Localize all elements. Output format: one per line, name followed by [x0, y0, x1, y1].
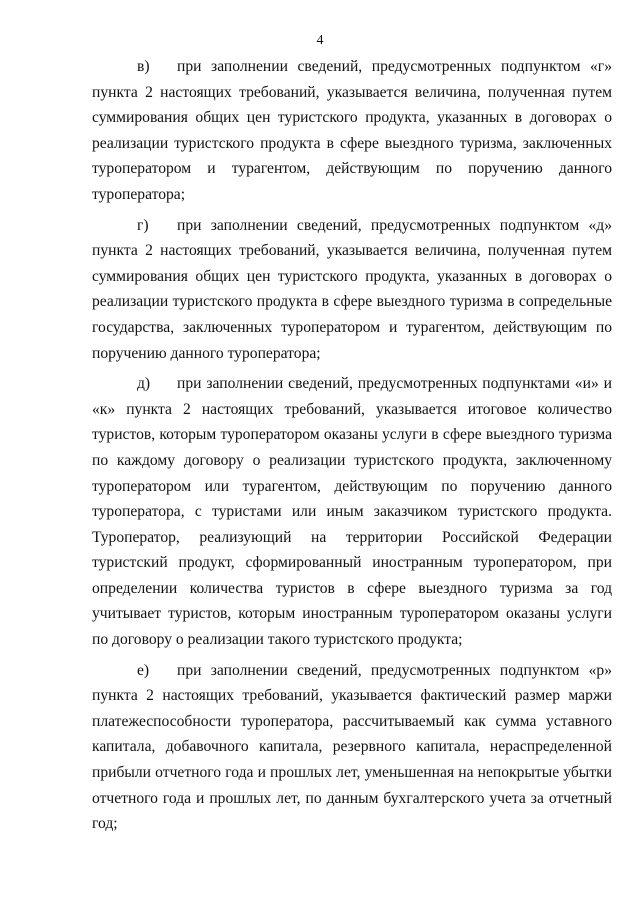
paragraph-v: [92, 54, 612, 208]
paragraph-text: при заполнении сведений, предусмотренных подпунктом «д» пункта 2 настоящих требований, указывается величина, полученная путем суммирования общих цен туристского продукта, указанных в договорах о реализации туристского продукта в сфере выездного туризма в сопредельные государства, заключенных туроператором и турагентом, действующим по поручению данного туроператора;: [92, 216, 612, 362]
paragraph-label: г): [137, 216, 149, 234]
paragraph-e: [92, 658, 612, 837]
document-body: [92, 54, 612, 842]
paragraph-g: [92, 213, 612, 367]
paragraph-text: при заполнении сведений, предусмотренных подпунктом «г» пункта 2 настоящих требований, указывается величина, полученная путем суммирования общих цен туристского продукта, указанных в договорах о реализации туристского продукта в сфере выездного туризма, заключенных туроператором и турагентом, действующим по поручению данного туроператора;: [92, 58, 612, 203]
paragraph-label: е): [137, 661, 150, 679]
paragraph-label: д): [137, 375, 151, 393]
paragraph-text: при заполнении сведений, предусмотренных подпунктами «и» и «к» пункта 2 настоящих требований, указывается итоговое количество туристов, которым туроператором оказаны услуги в сфере выездного туризма по каждому договору о реализации туристского продукта, заключенному туроператором или турагентом, действующим по поручению данного туроператора, с туристами или иным заказчиком туристского продукта. Туроператор, реализующий на территории Российской Федерации туристский продукт, сформированный иностранным туроператором, при определении количества туристов в сфере выездного туризма за год учитывает туристов, которым иностранным туроператором оказаны услуги по договору о реализации такого туристского продукта;: [92, 375, 612, 649]
page-number: 4: [316, 33, 324, 48]
paragraph-label: в): [137, 58, 150, 75]
paragraph-text: при заполнении сведений, предусмотренных подпунктом «р» пункта 2 настоящих требований, указывается фактический размер маржи платежеспособности туроператора, рассчитываемый как сумма уставного капитала, добавочного капитала, резервного капитала, нераспределенной прибыли отчетного года и прошлых лет, уменьшенная на непокрытые убытки отчетного года и прошлых лет, по данным бухгалтерского учета за отчетный год;: [92, 661, 612, 833]
paragraph-d: [92, 371, 612, 653]
